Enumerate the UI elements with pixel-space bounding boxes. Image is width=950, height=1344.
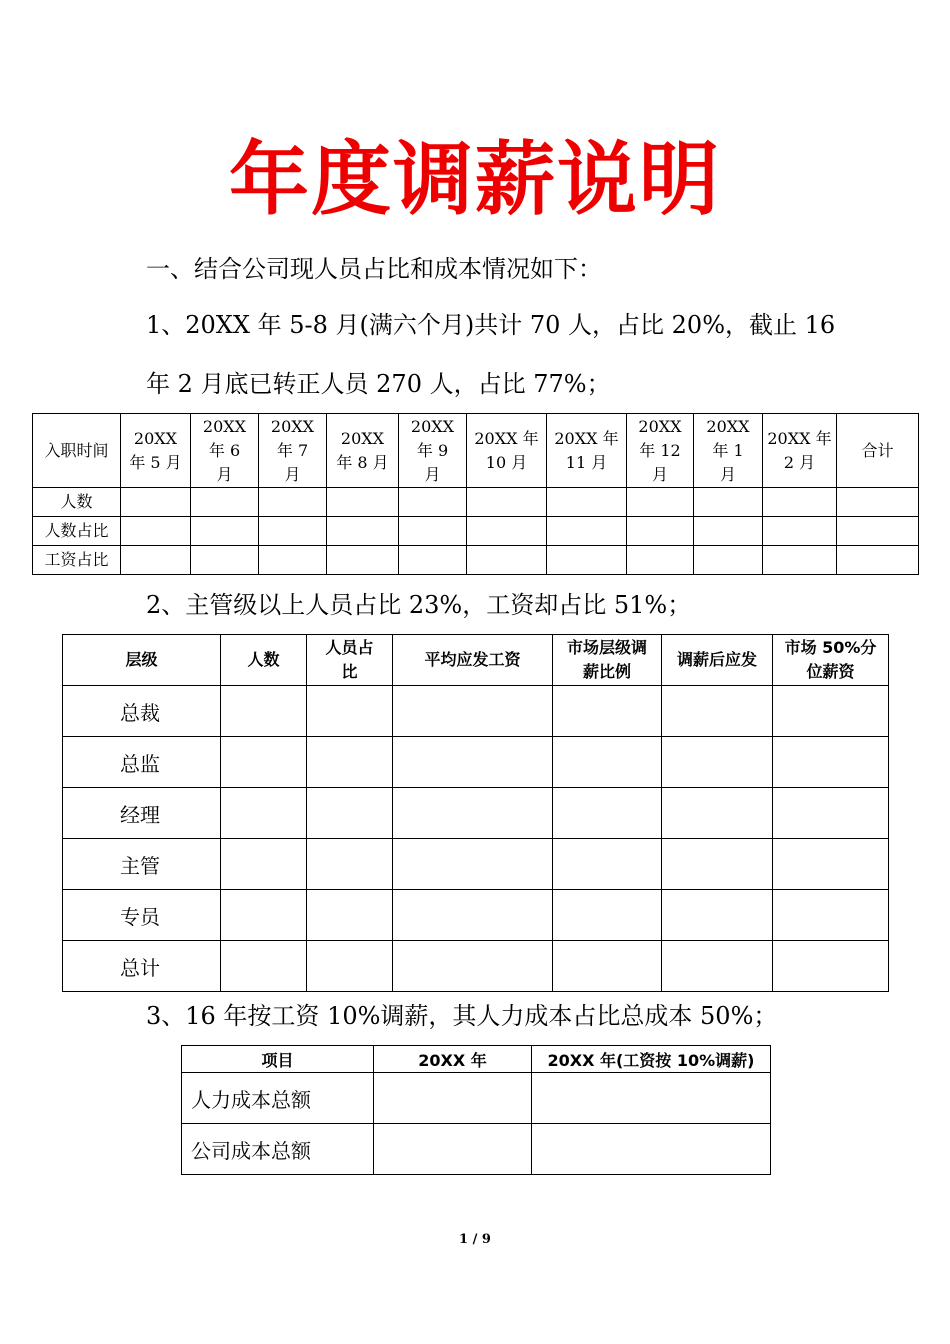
empty-cell	[307, 788, 393, 839]
empty-cell	[327, 488, 399, 517]
table-row	[63, 941, 889, 992]
header-cell: 调薪后应发	[662, 635, 773, 686]
header-cell: 合计	[837, 414, 919, 488]
empty-cell	[393, 686, 553, 737]
header-cell: 人员占 比	[307, 635, 393, 686]
row-label: 人数占比	[33, 517, 121, 546]
empty-cell	[694, 488, 763, 517]
empty-cell	[399, 517, 467, 546]
table-row	[33, 488, 919, 517]
empty-cell	[553, 839, 662, 890]
empty-cell	[773, 737, 889, 788]
empty-cell	[221, 788, 307, 839]
empty-cell	[532, 1124, 771, 1175]
empty-cell	[547, 488, 627, 517]
empty-cell	[467, 546, 547, 575]
entry-date-table	[32, 413, 919, 575]
table-row	[63, 686, 889, 737]
header-cell: 平均应发工资	[393, 635, 553, 686]
empty-cell	[662, 941, 773, 992]
empty-cell	[307, 941, 393, 992]
empty-cell	[553, 890, 662, 941]
empty-cell	[553, 941, 662, 992]
header-cell: 市场层级调 薪比例	[553, 635, 662, 686]
table-row	[63, 839, 889, 890]
section-heading-1: 一、结合公司现人员占比和成本情况如下：	[146, 255, 602, 283]
empty-cell	[763, 546, 837, 575]
header-cell: 层级	[63, 635, 221, 686]
empty-cell	[121, 546, 191, 575]
header-cell: 20XX 年 9 月	[399, 414, 467, 488]
empty-cell	[307, 737, 393, 788]
empty-cell	[627, 488, 694, 517]
header-cell: 20XX 年 5 月	[121, 414, 191, 488]
empty-cell	[399, 546, 467, 575]
header-cell: 20XX 年 11 月	[547, 414, 627, 488]
table-header-row	[33, 414, 919, 488]
row-label: 总裁	[63, 686, 221, 737]
table-header-row	[182, 1046, 771, 1073]
header-cell: 20XX 年 2 月	[763, 414, 837, 488]
empty-cell	[773, 839, 889, 890]
empty-cell	[553, 788, 662, 839]
empty-cell	[327, 517, 399, 546]
empty-cell	[662, 737, 773, 788]
table-row	[182, 1073, 771, 1124]
empty-cell	[467, 488, 547, 517]
row-label: 经理	[63, 788, 221, 839]
empty-cell	[467, 517, 547, 546]
empty-cell	[553, 737, 662, 788]
empty-cell	[307, 890, 393, 941]
header-cell: 20XX 年 10 月	[467, 414, 547, 488]
empty-cell	[221, 890, 307, 941]
table-row	[182, 1124, 771, 1175]
empty-cell	[191, 488, 259, 517]
empty-cell	[393, 890, 553, 941]
level-table	[62, 634, 889, 992]
empty-cell	[837, 517, 919, 546]
empty-cell	[374, 1124, 532, 1175]
empty-cell	[837, 546, 919, 575]
empty-cell	[532, 1073, 771, 1124]
empty-cell	[399, 488, 467, 517]
empty-cell	[773, 686, 889, 737]
empty-cell	[627, 517, 694, 546]
row-label: 人数	[33, 488, 121, 517]
table-header-row	[63, 635, 889, 686]
header-cell: 20XX 年 8 月	[327, 414, 399, 488]
empty-cell	[763, 517, 837, 546]
empty-cell	[121, 517, 191, 546]
empty-cell	[374, 1073, 532, 1124]
empty-cell	[662, 788, 773, 839]
page-number: 1 / 9	[459, 1232, 491, 1247]
row-label: 总计	[63, 941, 221, 992]
empty-cell	[773, 890, 889, 941]
header-cell: 入职时间	[33, 414, 121, 488]
table-row	[33, 546, 919, 575]
empty-cell	[837, 488, 919, 517]
header-cell: 20XX 年(工资按 10%调薪)	[532, 1046, 771, 1073]
empty-cell	[547, 546, 627, 575]
document-title: 年度调薪说明	[229, 133, 721, 226]
header-cell: 人数	[221, 635, 307, 686]
header-cell: 20XX 年	[374, 1046, 532, 1073]
point-1-line-2: 年 2 月底已转正人员 270 人，占比 77%；	[146, 370, 611, 398]
row-label: 总监	[63, 737, 221, 788]
empty-cell	[259, 488, 327, 517]
point-2: 2、主管级以上人员占比 23%，工资却占比 51%；	[146, 591, 692, 619]
empty-cell	[191, 546, 259, 575]
empty-cell	[393, 941, 553, 992]
empty-cell	[393, 788, 553, 839]
table-row	[63, 788, 889, 839]
header-cell: 20XX 年 1 月	[694, 414, 763, 488]
empty-cell	[763, 488, 837, 517]
empty-cell	[221, 686, 307, 737]
empty-cell	[694, 517, 763, 546]
empty-cell	[259, 546, 327, 575]
empty-cell	[221, 941, 307, 992]
header-cell: 市场 50%分 位薪资	[773, 635, 889, 686]
empty-cell	[393, 839, 553, 890]
empty-cell	[694, 546, 763, 575]
row-label: 工资占比	[33, 546, 121, 575]
row-label: 人力成本总额	[182, 1073, 374, 1124]
empty-cell	[121, 488, 191, 517]
row-label: 公司成本总额	[182, 1124, 374, 1175]
empty-cell	[307, 686, 393, 737]
empty-cell	[553, 686, 662, 737]
header-cell: 20XX 年 7 月	[259, 414, 327, 488]
empty-cell	[547, 517, 627, 546]
empty-cell	[327, 546, 399, 575]
empty-cell	[307, 839, 393, 890]
empty-cell	[773, 788, 889, 839]
table-row	[63, 890, 889, 941]
cost-table	[181, 1045, 771, 1175]
header-cell: 20XX 年 6 月	[191, 414, 259, 488]
empty-cell	[662, 839, 773, 890]
row-label: 专员	[63, 890, 221, 941]
empty-cell	[259, 517, 327, 546]
empty-cell	[662, 686, 773, 737]
point-1-line-1: 1、20XX 年 5-8 月(满六个月)共计 70 人，占比 20%，截止 16	[146, 311, 836, 339]
table-row	[33, 517, 919, 546]
point-3: 3、16 年按工资 10%调薪，其人力成本占比总成本 50%；	[146, 1002, 778, 1030]
empty-cell	[393, 737, 553, 788]
table-row	[63, 737, 889, 788]
empty-cell	[221, 737, 307, 788]
empty-cell	[221, 839, 307, 890]
row-label: 主管	[63, 839, 221, 890]
header-cell: 20XX 年 12 月	[627, 414, 694, 488]
empty-cell	[191, 517, 259, 546]
empty-cell	[627, 546, 694, 575]
empty-cell	[662, 890, 773, 941]
header-cell: 项目	[182, 1046, 374, 1073]
empty-cell	[773, 941, 889, 992]
